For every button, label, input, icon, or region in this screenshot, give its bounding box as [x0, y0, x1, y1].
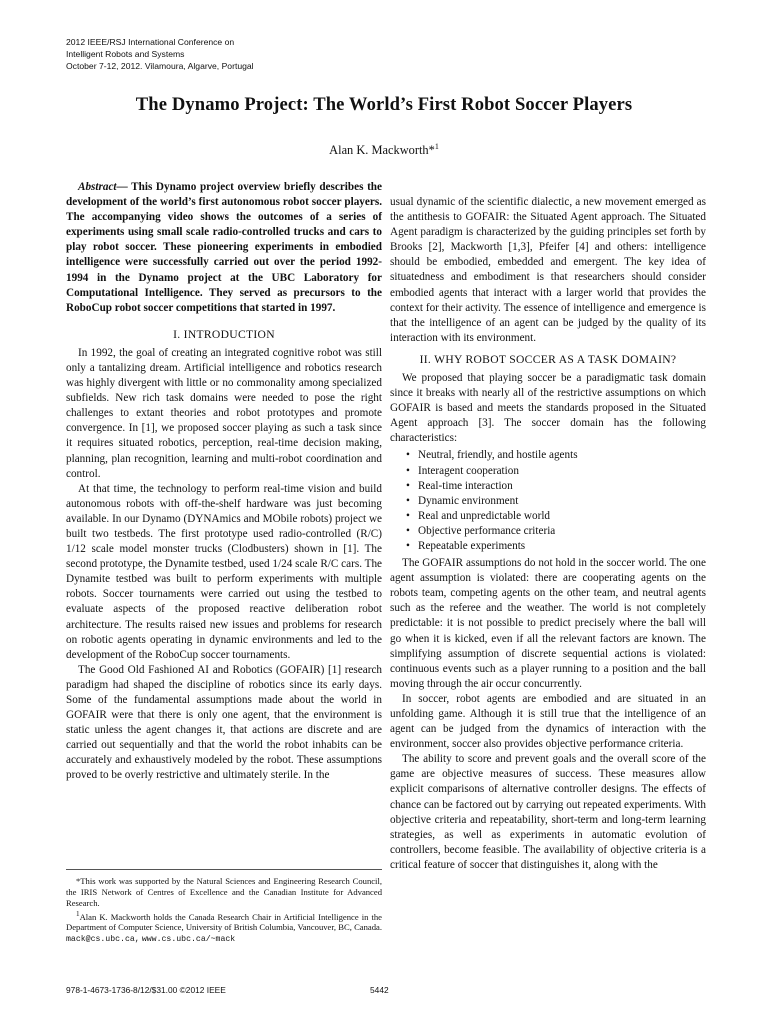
list-item [408, 539, 706, 554]
list-item [408, 448, 706, 463]
author-line [0, 142, 768, 158]
author-affiliation-mark: 1 [434, 142, 439, 151]
intro-paragraph-3: The Good Old Fashioned AI and Robotics (GOFAIR) [1] research paradigm had shaped the discipline of robotics since its early days. Some of the fundamental assumptions made about the world in GOFAIR were that there is only one agent, that the environment is static unless the agent changes it, that actions are discrete and are carried out sequentially and that the world the robot inhabits can be accurately and exhaustively modeled by the robot. These assumptions proved to be overly restrictive and ultimately sterile. In the [66, 663, 382, 782]
list-item [408, 464, 706, 479]
copyright-line: 978-1-4673-1736-8/12/$31.00 ©2012 IEEE [66, 985, 226, 995]
bullet-icon: • [406, 464, 410, 477]
footnote-author-mark: 1 [76, 909, 80, 918]
footnotes [66, 869, 382, 946]
list-item-text: Repeatable experiments [418, 539, 526, 552]
conference-line-2: Intelligent Robots and Systems [66, 49, 185, 59]
footnote-funding: *This work was supported by the Natural Sciences and Engineering Research Council, the IRIS Network of Centres of Excellence and the Canadian Institute for Advanced Research. [66, 876, 382, 908]
list-item [408, 479, 706, 494]
bullet-icon: • [406, 479, 410, 492]
author-homepage-link[interactable]: www.cs.ubc.ca/~mack [141, 935, 236, 945]
page-number: 5442 [370, 985, 389, 995]
footnote-author [66, 909, 382, 947]
characteristics-list [390, 448, 706, 554]
intro-continuation: usual dynamic of the scientific dialectic, a new movement emerged as the antithesis to GOFAIR: the Situated Agent approach. The Situated Agent paradigm is characterized by the guiding principles set forth by Brooks [2], Mackworth [1,3], Pfeifer [4] and others: intelligence should be embodied, embedded and emergent. The key idea of situatedness and embodiment is that researchers should consider embodied agents that interact with a larger world that provides the context for their activity. The essence of intelligence and emergence is that the intelligence of an agent can be judged by the quality of its interaction with its environment. [390, 196, 706, 344]
list-item-text: Real-time interaction [418, 479, 513, 492]
conference-line-3: October 7-12, 2012. Vilamoura, Algarve, Portugal [66, 61, 254, 71]
right-column [390, 195, 706, 873]
intro-paragraph-1: In 1992, the goal of creating an integrated cognitive robot was still only a tantalizing dream. Artificial intelligence and robotics research was highly divergent with little or no commonality among specialized subfields. New rich task domains were needed to pose the right challenges to extant theories and robot prototypes and promote convergence. In [1], we proposed soccer playing as such a task since it requires situated robotics, perception, real-time decision making, planning, plan recognition, learning and multi-robot coordination and control. [66, 346, 382, 480]
author-name: Alan K. Mackworth* [329, 143, 435, 158]
list-item [408, 509, 706, 524]
list-item-text: Dynamic environment [418, 494, 519, 507]
bullet-icon: • [406, 509, 410, 522]
section2-intro: We proposed that playing soccer be a paradigmatic task domain since it breaks with nearly all of the restrictive assumptions on which GOFAIR is based and meets the standards proposed in the Situated Agent approach [3]. The soccer domain has the following characteristics: [390, 371, 706, 445]
section-heading-introduction: I. INTRODUCTION [173, 327, 275, 341]
intro-paragraph-2: At that time, the technology to perform real-time vision and build autonomous robots with off-the-shelf hardware was just becoming available. In our Dynamo (DYNAmics and MObile robots) project we built two testbeds. The first prototype used radio-controlled (R/C) 1/12 scale model monster trucks (Clodbusters) shown in [1]. The second prototype, the Dynamite testbed, used 1/24 scale R/C cars. The Dynamite testbed was built to perform experiments with multiple robots. Soccer tournaments were carried out using the testbed to evaluate aspects of the proposed reactive deliberation robot architecture. The results raised new issues and problems for research on robotic agents operating in dynamic environments and led to the development of the RoboCup soccer tournaments. [66, 482, 382, 661]
abstract-label: Abstract [78, 181, 117, 193]
bullet-icon: • [406, 449, 410, 462]
conference-line-1: 2012 IEEE/RSJ International Conference on [66, 37, 235, 47]
list-item-text: Objective performance criteria [418, 524, 556, 537]
left-column [66, 180, 382, 784]
list-item-text: Neutral, friendly, and hostile agents [418, 449, 578, 462]
author-email-link[interactable]: mack@cs.ubc.ca, [66, 935, 140, 945]
abstract-text: — This Dynamo project overview briefly describes the development of the world’s first autonomous robot soccer players. The accompanying video shows the outcomes of a series of experiments using small scale radio-controlled trucks and cars to play robot soccer. These pioneering experiments in embodied intelligence were successfully carried out over the period 1992-1994 in the Dynamo project at the UBC Laboratory for Computational Intelligence. They served as precursors to the RoboCup robot soccer competitions that started in 1997. [66, 181, 382, 314]
section2-paragraph-3: The ability to score and prevent goals and the overall score of the game are objective measures of success. These measures allow explicit comparisons of alternative controller designs. The effects of chance can be factored out by carrying out repeated experiments. With objective criteria and repeatability, short-term and long-term learning strategies, as well as experiments in automatic evolution of controllers, become feasible. The availability of objective criteria is a critical feature of soccer that distinguishes it, along with the [390, 753, 706, 871]
list-item [408, 494, 706, 509]
bullet-icon: • [406, 524, 410, 537]
bullet-icon: • [406, 539, 410, 552]
bullet-icon: • [406, 494, 410, 507]
list-item [408, 524, 706, 539]
footnote-author-text: Alan K. Mackworth holds the Canada Research Chair in Artificial Intelligence in the Department of Computer Science, University of British Columbia, Vancouver, BC, Canada. [66, 911, 382, 933]
paper-title: The Dynamo Project: The World’s First Robot Soccer Players [135, 94, 633, 115]
section2-paragraph-2: In soccer, robot agents are embodied and are situated in an unfolding game. Although it is still true that the intelligence of an agent can be judged from the dynamics of interaction with the environment, soccer also provides objective performance criteria. [390, 692, 706, 751]
conference-header [66, 36, 386, 72]
section-heading-why-robot-soccer: II. WHY ROBOT SOCCER AS A TASK DOMAIN? [419, 352, 677, 366]
list-item-text: Interagent cooperation [418, 464, 519, 477]
list-item-text: Real and unpredictable world [418, 509, 551, 522]
section2-paragraph-1: The GOFAIR assumptions do not hold in the soccer world. The one agent assumption is violated: there are cooperating agents on the robots team, competing agents on the other team, and neutral agents such as the referee and the weather. The world is not completely predictable: it is not possible to predict precisely where the ball will go when it is kicked, even if all the relevant factors are known. The simplifying assumption of discrete sequential actions is violated: continuous events such as a player running to a position and the ball moving through the air occur concurrently. [390, 557, 706, 690]
abstract [66, 180, 382, 316]
